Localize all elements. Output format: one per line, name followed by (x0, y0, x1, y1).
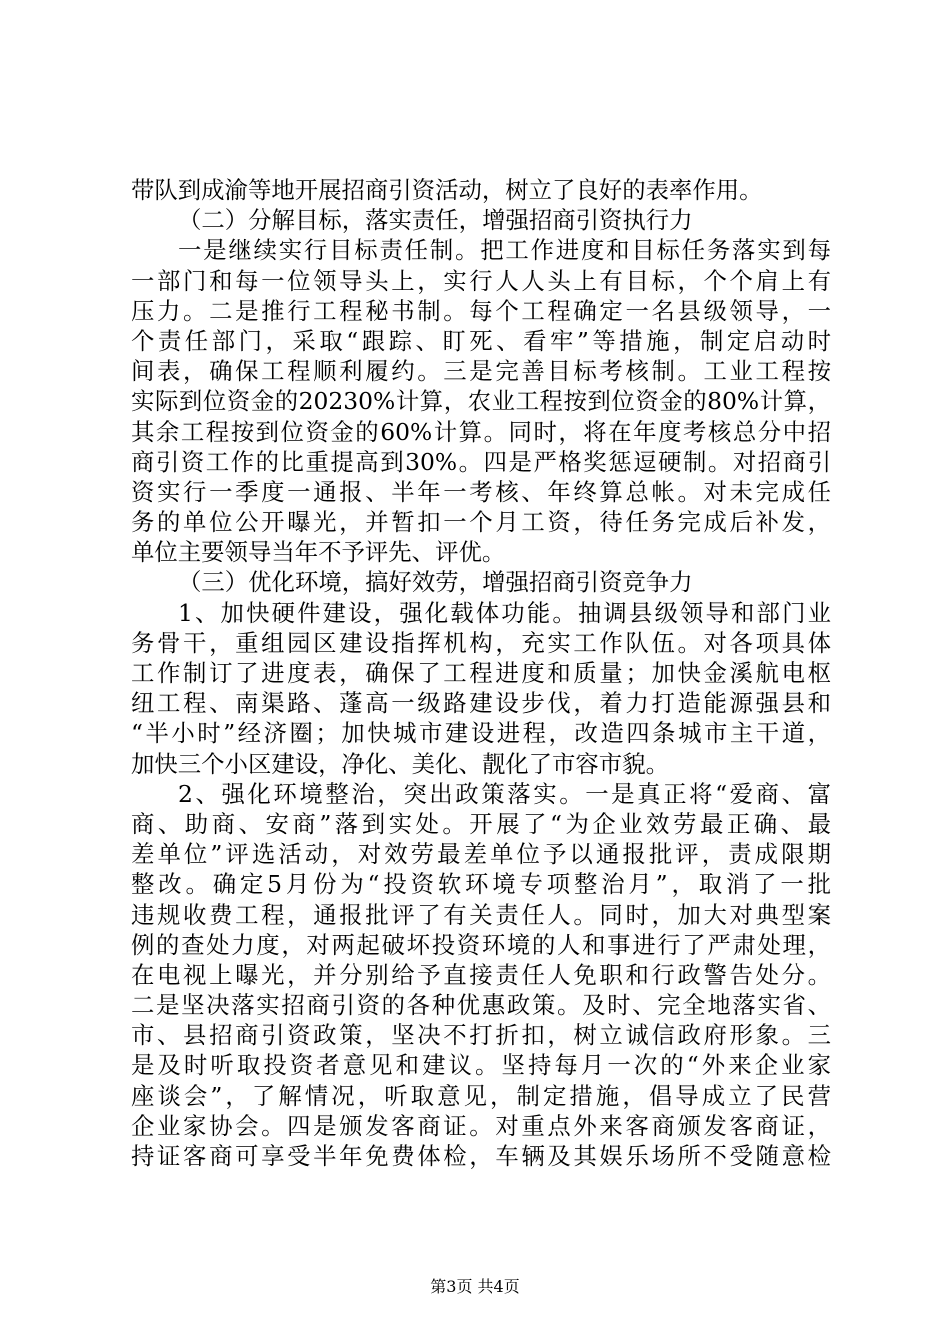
text-line: 务骨干，重组园区建设指挥机构，充实工作队伍。对各项具体 (131, 628, 831, 657)
text-line: 纽工程、南渠路、蓬高一级路建设步伐，着力打造能源强县和 (131, 689, 831, 718)
text-line: “半小时”经济圈；加快城市建设进程，改造四条城市主干道， (131, 719, 831, 748)
text-line: 实际到位资金的20230%计算，农业工程按到位资金的80%计算， (131, 387, 831, 416)
text-line: 带队到成渝等地开展招商引资活动，树立了良好的表率作用。 (131, 176, 763, 204)
text-line: 单位主要领导当年不予评先、评优。 (131, 538, 506, 567)
text-line: 一是继续实行目标责任制。把工作进度和目标任务落实到每 (178, 236, 831, 265)
text-line: 一部门和每一位领导头上，实行人人头上有目标，个个肩上有 (131, 266, 831, 295)
text-line: 违规收费工程，通报批评了有关责任人。同时，加大对典型案 (131, 900, 831, 929)
section-heading: （二）分解目标，落实责任，增强招商引资执行力 (178, 206, 693, 235)
text-line: 资实行一季度一通报、半年一考核、年终算总帐。对未完成任 (131, 477, 831, 506)
text-line: 工作制订了进度表，确保了工程进度和质量；加快金溪航电枢 (131, 659, 831, 687)
text-line: 市、县招商引资政策，坚决不打折扣，树立诚信政府形象。三 (131, 1021, 831, 1050)
text-line: 其余工程按到位资金的60%计算。同时，将在年度考核总分中招 (131, 417, 831, 446)
text-line: 1、加快硬件建设，强化载体功能。抽调县级领导和部门业 (178, 598, 831, 627)
page-number-footer: 第3页 共4页 (430, 1277, 520, 1296)
text-line: 二是坚决落实招商引资的各种优惠政策。及时、完全地落实省、 (131, 991, 831, 1020)
text-line: 加快三个小区建设，净化、美化、靓化了市容市貌。 (131, 749, 669, 778)
text-line: 间表，确保工程顺利履约。三是完善目标考核制。工业工程按 (131, 357, 831, 386)
text-line: 商引资工作的比重提高到30%。四是严格奖惩逗硬制。对招商引 (131, 447, 831, 476)
text-line: 在电视上曝光，并分别给予直接责任人免职和行政警告处分。 (131, 960, 831, 989)
text-line: 差单位”评选活动，对效劳最差单位予以通报批评，责成限期 (131, 840, 831, 869)
text-line: 商、助商、安商”落到实处。开展了“为企业效劳最正确、最 (131, 809, 831, 838)
text-line: 个责任部门，采取“跟踪、盯死、看牢”等措施，制定启动时 (131, 326, 831, 355)
text-line: 整改。确定5月份为“投资软环境专项整治月”，取消了一批 (131, 870, 831, 899)
text-line: 企业家协会。四是颁发客商证。对重点外来客商颁发客商证， (131, 1111, 831, 1140)
text-line: 座谈会”，了解情况，听取意见，制定措施，倡导成立了民营 (131, 1081, 831, 1110)
text-line: 压力。二是推行工程秘书制。每个工程确定一名县级领导，一 (131, 296, 831, 325)
text-line: 务的单位公开曝光，并暂扣一个月工资，待任务完成后补发， (131, 508, 831, 537)
text-line: 例的查处力度，对两起破坏投资环境的人和事进行了严肃处理， (131, 930, 831, 959)
text-line: 持证客商可享受半年免费体检，车辆及其娱乐场所不受随意检 (131, 1142, 831, 1170)
text-line: 2、强化环境整治，突出政策落实。一是真正将“爱商、富 (178, 779, 831, 808)
document-body (131, 175, 831, 1171)
text-line: 是及时听取投资者意见和建议。坚持每月一次的“外来企业家 (131, 1051, 831, 1080)
section-heading: （三）优化环境，搞好效劳，增强招商引资竞争力 (178, 568, 693, 597)
